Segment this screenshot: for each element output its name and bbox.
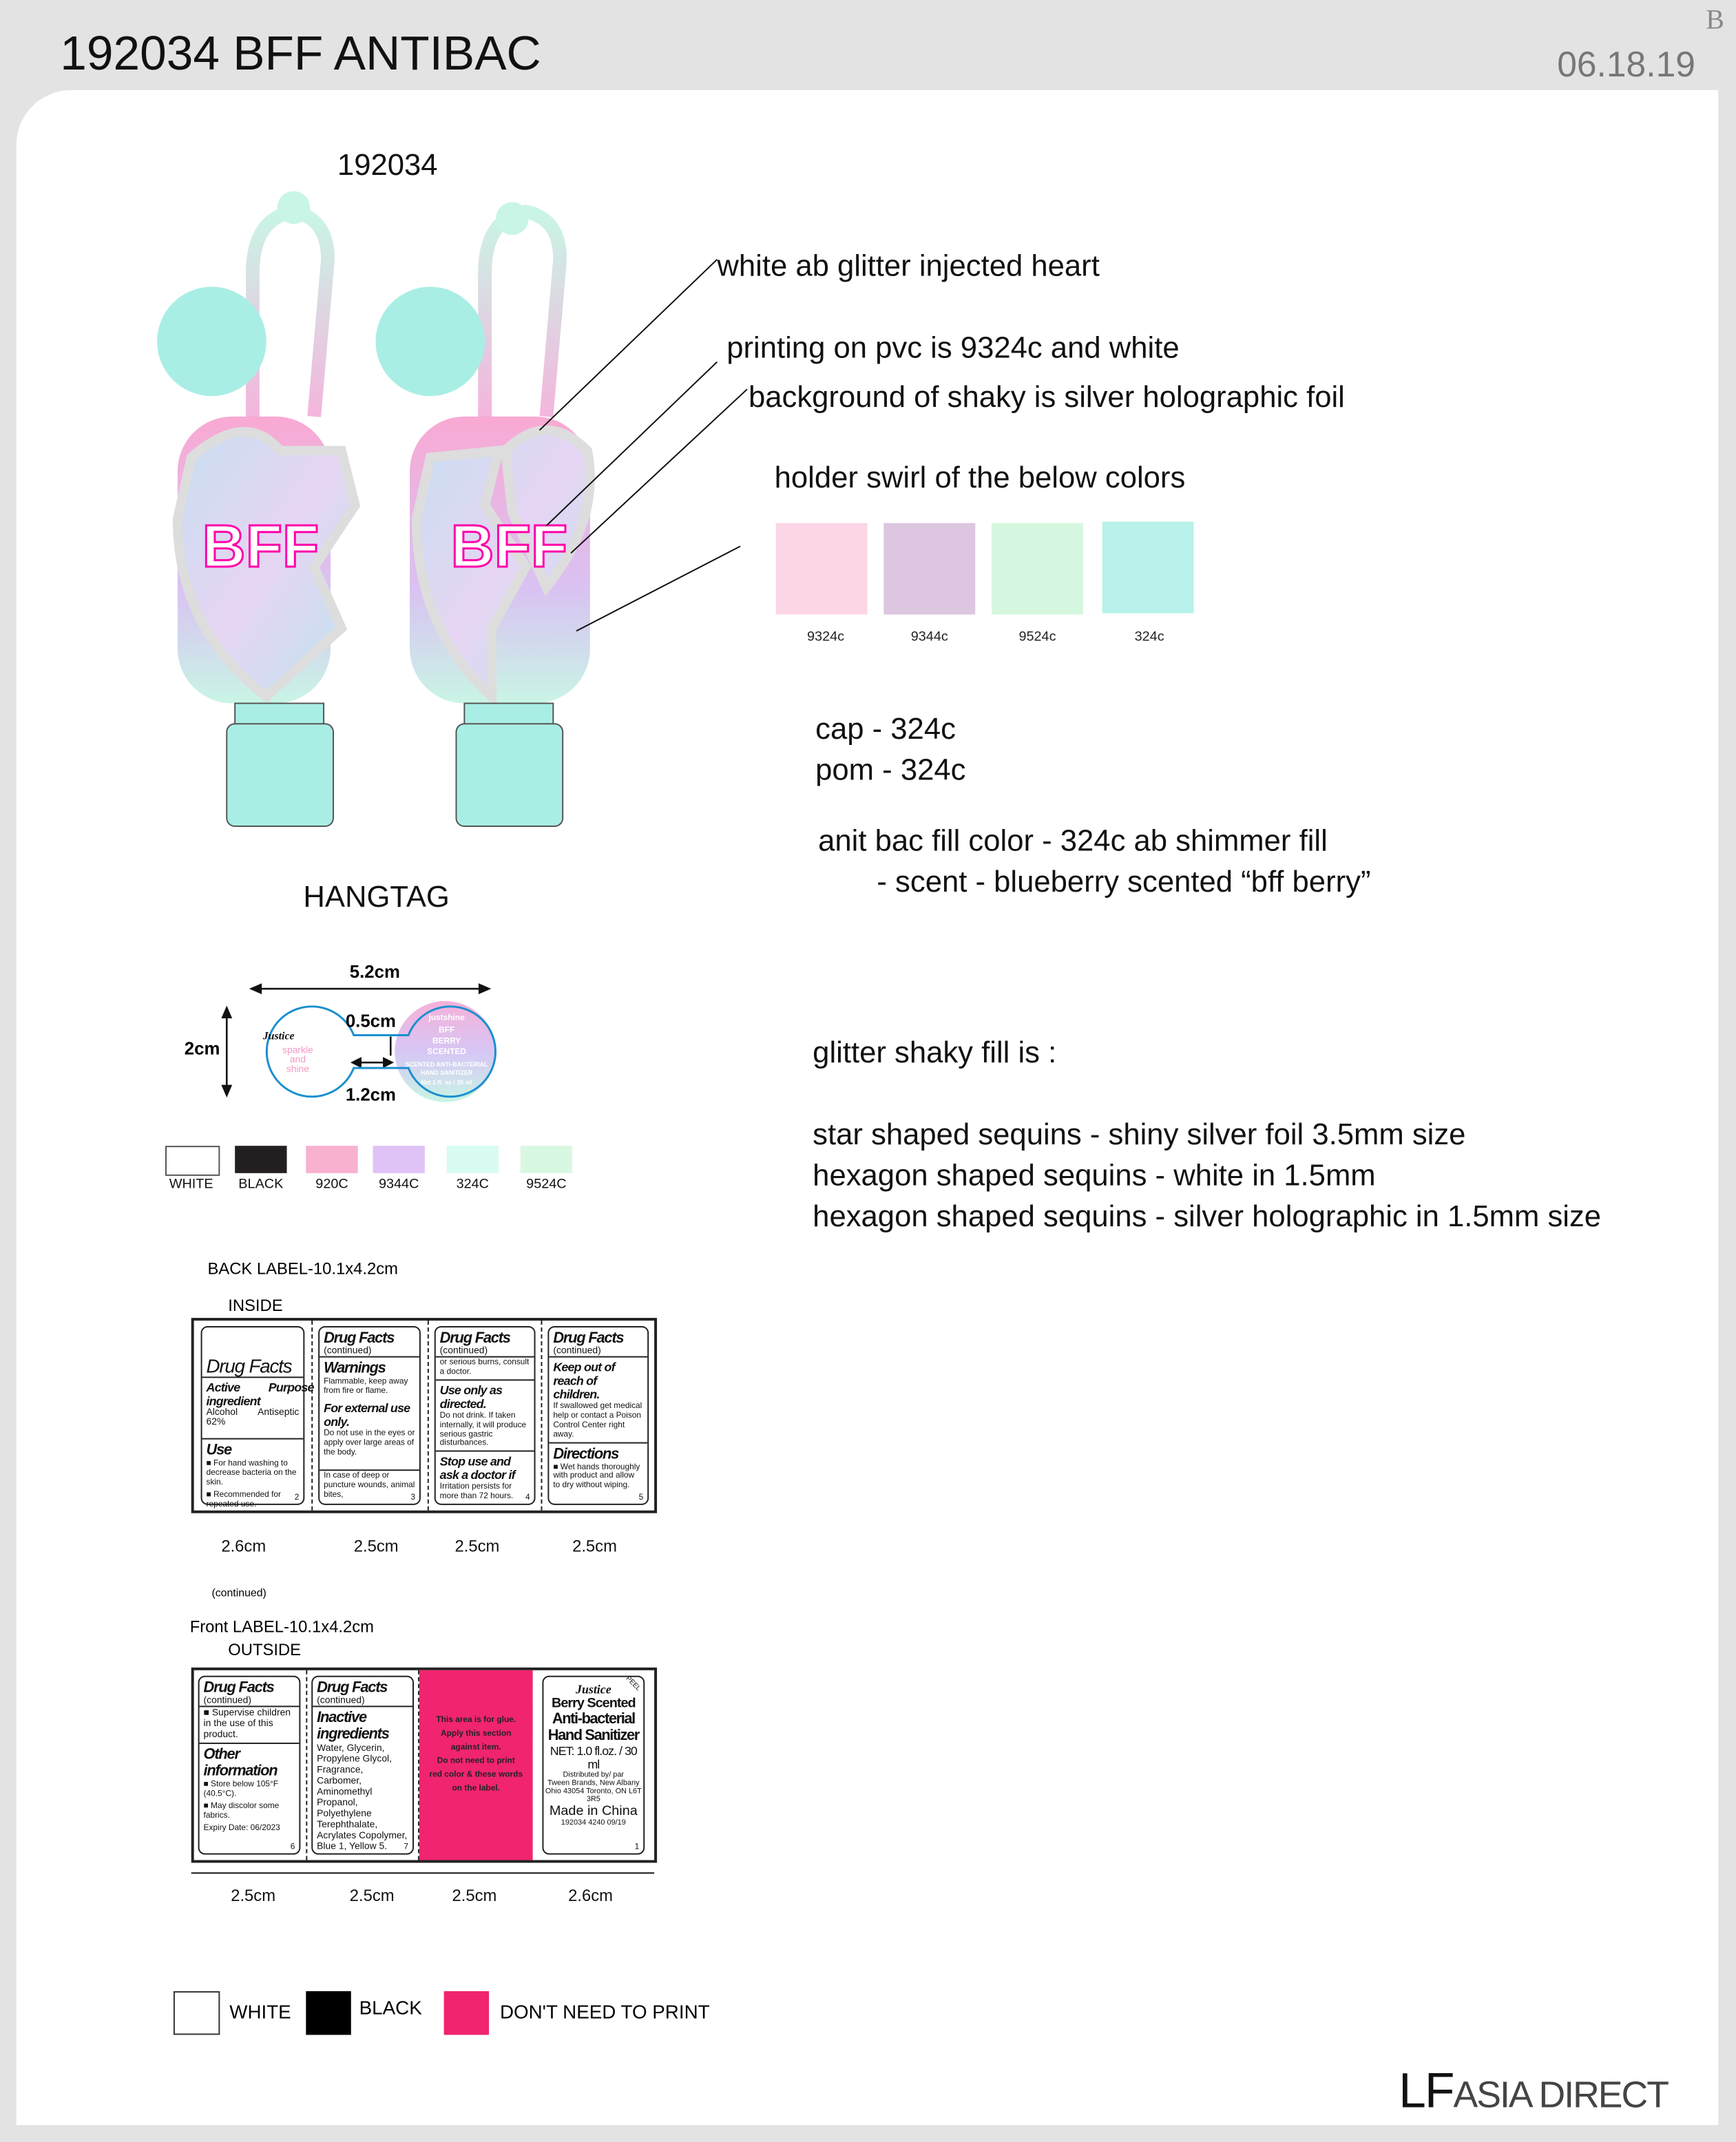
- swatch-label: 9324c: [807, 629, 845, 645]
- dimension-ruler: [191, 1872, 654, 1873]
- panel-6: Drug Facts (continued) ■ Supervise children in the use of this product. Other information ■ Store below 105°F (40.5°C). ■ May discolor some fabrics. Expiry Date: 06/2023 6: [198, 1676, 301, 1855]
- swatch-label: 9524c: [1018, 629, 1056, 645]
- svg-text:SCENTED: SCENTED: [427, 1047, 467, 1057]
- swatch-9344c: [883, 523, 975, 615]
- svg-text:BFF: BFF: [202, 513, 320, 580]
- svg-text:HAND SANITIZER: HAND SANITIZER: [420, 1069, 473, 1077]
- hangtag-logo: Justice: [262, 1030, 295, 1042]
- legend-label: WHITE: [229, 2000, 291, 2023]
- chip-white: [165, 1146, 220, 1176]
- annotation-foil: background of shaky is silver holographic foil: [748, 379, 1345, 414]
- bottle-left: [157, 191, 355, 826]
- legend-label: DON'T NEED TO PRINT: [499, 2000, 710, 2023]
- continued-note: (continued): [211, 1586, 266, 1599]
- svg-text:justshine: justshine: [428, 1012, 465, 1022]
- front-label: [191, 1668, 657, 1863]
- chip-label: 9344C: [378, 1177, 419, 1193]
- swatch-9324c: [776, 523, 868, 615]
- front-dim: 2.5cm: [349, 1886, 395, 1905]
- legend-white: [174, 1991, 220, 2035]
- annotation-heart: white ab glitter injected heart: [717, 248, 1100, 283]
- spec-cap: cap - 324c: [815, 711, 956, 746]
- back-dim: 2.5cm: [572, 1536, 617, 1556]
- panel-7: Drug Facts (continued) Inactive ingredients Water, Glycerin, Propylene Glycol, Fragrance, Carbomer, Aminomethyl Propanol, Polyethylene Terephthalate, Acrylates Copolymer, Blue 1, Yellow 5. 7: [311, 1676, 414, 1855]
- brand-logo: LFASIA DIRECT: [1399, 2062, 1668, 2119]
- legend-pink: [444, 1991, 489, 2035]
- legend-black: [306, 1991, 351, 2035]
- front-dim: 2.5cm: [231, 1886, 276, 1905]
- back-label-side: INSIDE: [228, 1296, 283, 1316]
- chip-9344c: [373, 1146, 424, 1173]
- front-label-title: Front LABEL-10.1x4.2cm: [189, 1617, 374, 1637]
- back-label: [191, 1318, 657, 1513]
- svg-text:BERRY: BERRY: [432, 1036, 461, 1046]
- glitter-title: glitter shaky fill is :: [813, 1035, 1057, 1070]
- chip-label: BLACK: [238, 1177, 284, 1193]
- spec-scent: - scent - blueberry scented “bff berry”: [877, 864, 1371, 899]
- svg-text:shine: shine: [286, 1063, 309, 1075]
- spec-fill: anit bac fill color - 324c ab shimmer fill: [818, 823, 1328, 858]
- svg-text:and: and: [289, 1053, 306, 1065]
- back-dim: 2.5cm: [454, 1536, 500, 1556]
- legend-label: BLACK: [359, 1996, 422, 2019]
- chip-label: 9524C: [526, 1177, 567, 1193]
- panel-5: Drug Facts (continued) Keep out of reach of children. If swallowed get medical help or contact a Poison Control Center right away. Directions ■ Wet hands thoroughly with product and allow to dry without wiping. 5: [547, 1326, 649, 1505]
- glitter-item: hexagon shaped sequins - silver holographic in 1.5mm size: [813, 1199, 1602, 1234]
- hangtag-neck: 0.5cm: [345, 1010, 396, 1031]
- panel-3: Drug Facts (continued) Warnings Flammable, keep away from fire or flame. For external use only. Do not use in the eyes or apply over large areas of the body. In case of deep or puncture wounds, animal bites, 3: [318, 1326, 421, 1505]
- back-dim: 2.5cm: [353, 1536, 399, 1556]
- chip-920c: [306, 1146, 357, 1173]
- glitter-item: hexagon shaped sequins - white in 1.5mm: [813, 1158, 1376, 1193]
- svg-text:sparkle: sparkle: [282, 1044, 313, 1056]
- chip-black: [235, 1146, 286, 1173]
- hangtag-neck-length: 1.2cm: [345, 1084, 396, 1105]
- panel-1: Justice PEEL Berry Scented Anti-bacterial Hand Sanitizer NET: 1.0 fl.oz. / 30 ml Distributed by/ par Tween Brands, New Albany Ohio 43054 Toronto, ON L6T 3R5 Made in China 192034 4240 09/19 1: [542, 1676, 645, 1855]
- revision: B: [1706, 5, 1724, 36]
- hangtag-height: 2cm: [184, 1038, 220, 1059]
- chip-9524c: [521, 1146, 572, 1173]
- page-title: 192034 BFF ANTIBAC: [60, 27, 541, 81]
- glue-area: This area is for glue. Apply this section against item. Do not need to print red color & these words on the label.: [419, 1670, 533, 1860]
- swatch-9524c: [992, 523, 1083, 615]
- annotation-printing: printing on pvc is 9324c and white: [726, 330, 1180, 365]
- product-code: 192034: [337, 147, 438, 182]
- chip-324c: [447, 1146, 499, 1173]
- hangtag-diagram: [164, 956, 519, 1113]
- front-dim: 2.5cm: [452, 1886, 497, 1905]
- back-dim: 2.6cm: [221, 1536, 266, 1556]
- chip-label: WHITE: [169, 1177, 213, 1193]
- panel-4: Drug Facts (continued) or serious burns, consult a doctor. Use only as directed. Do not drink. If taken internally, it will produce serious gastric disturbances. Stop use and ask a doctor if Irritation persists for more than 72 hours. 4: [435, 1326, 536, 1505]
- svg-text:BFF: BFF: [450, 513, 568, 580]
- bottle-illustration: [136, 178, 764, 847]
- swatch-label: 324c: [1134, 629, 1164, 645]
- swatch-label: 9344c: [910, 629, 948, 645]
- front-label-side: OUTSIDE: [228, 1640, 302, 1659]
- svg-text:Net 1 fl. oz / 30 ml: Net 1 fl. oz / 30 ml: [421, 1078, 472, 1086]
- panel-2: Drug Facts Active ingredient Purpose Alcohol 62% Antiseptic Use ■ For hand washing to decrease bacteria on the skin. ■ Recommended for repeated use. 2: [201, 1326, 305, 1505]
- swatch-324c: [1102, 522, 1194, 613]
- hangtag-title: HANGTAG: [303, 879, 450, 914]
- spec-pom: pom - 324c: [815, 752, 966, 787]
- date: 06.18.19: [1557, 43, 1695, 85]
- front-dim: 2.6cm: [568, 1886, 613, 1905]
- chip-label: 920C: [315, 1177, 348, 1193]
- back-label-title: BACK LABEL-10.1x4.2cm: [207, 1259, 399, 1279]
- chip-label: 324C: [456, 1177, 489, 1193]
- annotation-holder: holder swirl of the below colors: [774, 460, 1186, 495]
- svg-text:BFF: BFF: [439, 1025, 455, 1035]
- hangtag-width: 5.2cm: [349, 961, 400, 983]
- svg-text:SCENTED ANTI-BACTERIAL: SCENTED ANTI-BACTERIAL: [405, 1061, 488, 1069]
- glitter-item: star shaped sequins - shiny silver foil 3.5mm size: [813, 1117, 1466, 1152]
